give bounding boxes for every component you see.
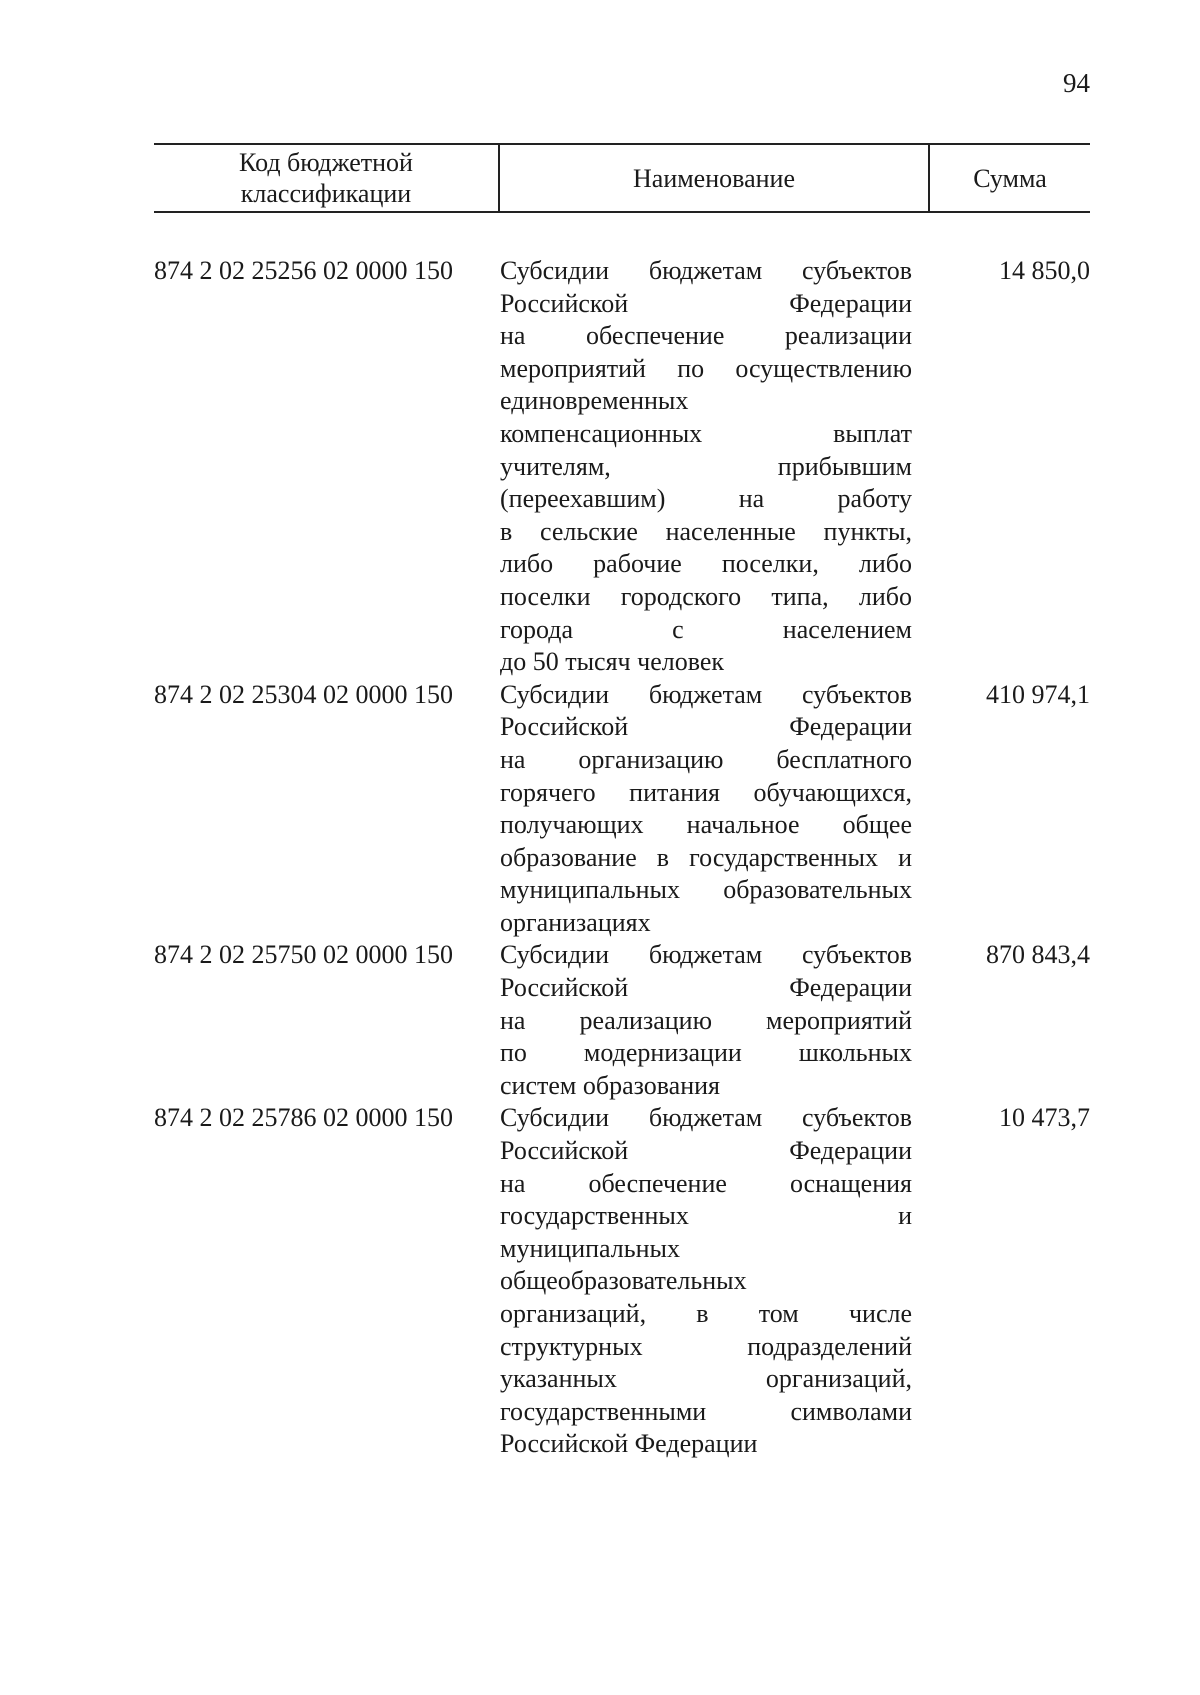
item-name-line: Субсидии бюджетам субъектов [500,256,912,285]
header-name-column: Наименование [500,145,930,211]
header-code-column [154,145,500,211]
item-name-line: мероприятий по осуществлению [500,353,912,383]
table-row [154,679,1090,940]
budget-code: 874 2 02 25256 02 0000 150 [154,256,453,285]
table-row [154,939,1090,1102]
header-code-line2: классификации [240,179,412,208]
item-name-line: на организацию бесплатного [500,744,912,774]
budget-code: 874 2 02 25304 02 0000 150 [154,679,453,709]
item-name-line: Субсидии бюджетам субъектов [500,1103,912,1133]
item-name-line: Российской Федерации [500,1136,912,1166]
item-name-line: (переехавшим) на работу [500,484,912,514]
item-name-line: получающих начальное общее [500,810,912,840]
item-name-line: на обеспечение оснащения [500,1168,912,1198]
table-body [154,255,1090,1461]
budget-code: 874 2 02 25786 02 0000 150 [154,1103,453,1133]
item-name-line: Российской Федерации [500,712,912,742]
item-name-line: либо рабочие поселки, либо [500,549,912,579]
item-name-line: муниципальных [500,1233,681,1263]
item-name-line: по модернизации школьных [500,1038,912,1068]
item-name-line: учителям, прибывшим [500,451,912,481]
item-name-line: Российской Федерации [500,288,912,318]
amount: 870 843,4 [986,940,1090,970]
item-name-line: компенсационных выплат [500,418,912,448]
item-name-line: на реализацию мероприятий [500,1005,912,1035]
item-name-line: поселки городского типа, либо [500,581,912,611]
item-name-line: до 50 тысяч человек [500,647,725,677]
item-name-line: Субсидии бюджетам субъектов [500,940,912,970]
item-name [500,1102,912,1461]
item-name-line: организациях [500,907,651,937]
table-header [154,143,1090,213]
item-name-line: образование в государственных и [500,842,912,872]
item-name-line: указанных организаций, [500,1364,912,1394]
item-name-line: горячего питания обучающихся, [500,777,912,807]
item-name-line: организаций, в том числе [500,1299,912,1328]
item-name [500,679,912,940]
item-name-line: государственных и [500,1201,912,1231]
amount: 14 850,0 [999,256,1090,285]
item-name-line: Российской Федерации [500,973,912,1003]
item-name-line: на обеспечение реализации [500,321,912,351]
page-number: 94 [1063,68,1090,98]
item-name-line: общеобразовательных [500,1266,747,1296]
item-name-line: единовременных [500,386,689,416]
item-name-line: государственными символами [500,1396,912,1426]
item-name [500,939,912,1102]
item-name-line: Российской Федерации [500,1429,758,1459]
amount: 410 974,1 [986,679,1090,709]
budget-code: 874 2 02 25750 02 0000 150 [154,940,453,970]
item-name-line: муниципальных образовательных [500,875,912,905]
item-name-line: Субсидии бюджетам субъектов [500,679,912,709]
item-name-line: города с населением [500,614,912,644]
item-name [500,255,912,679]
table-row [154,255,1090,679]
table-row [154,1102,1090,1461]
item-name-line: в сельские населенные пункты, [500,516,912,546]
header-sum-column: Сумма [973,163,1047,193]
item-name-line: систем образования [500,1070,720,1100]
amount: 10 473,7 [999,1103,1090,1133]
header-code-line1: Код бюджетной [239,148,413,177]
item-name-line: структурных подразделений [500,1331,912,1361]
